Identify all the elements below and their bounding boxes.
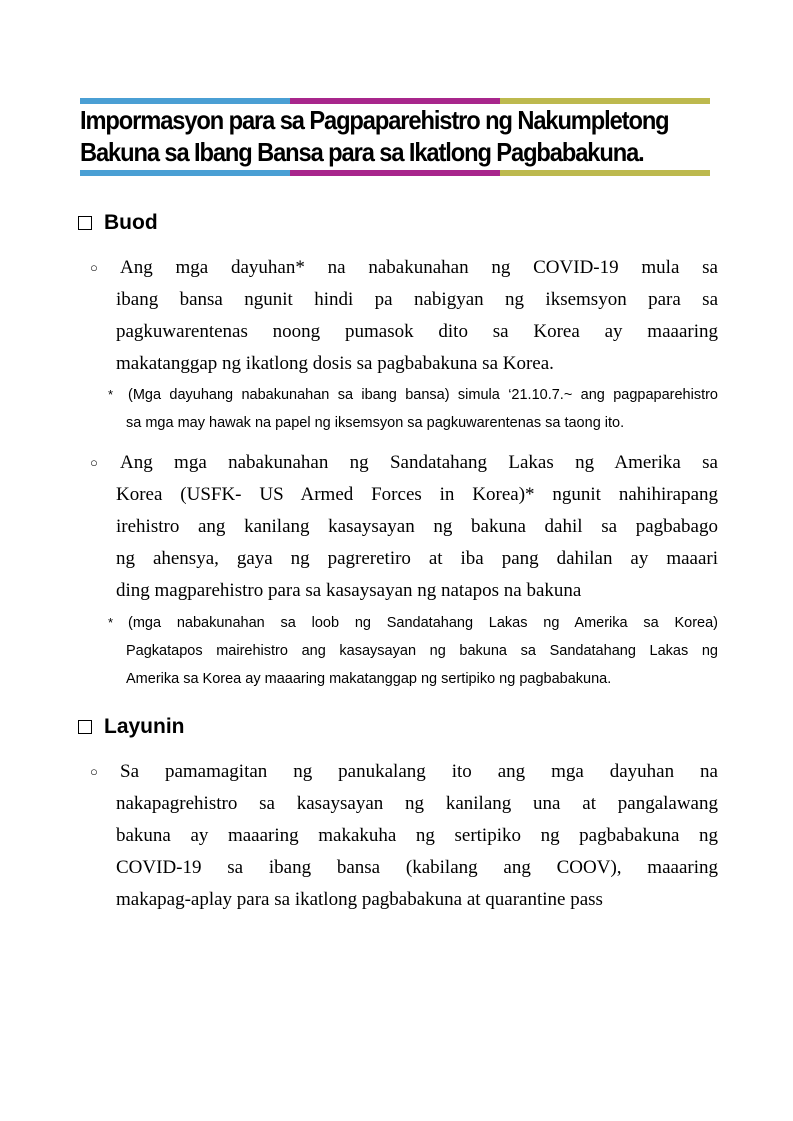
footnote-line: (Mga dayuhang nabakunahan sa ibang bansa) simula ‘21.10.7.~ ang pagpaparehistro — [128, 387, 718, 403]
paragraph-line: Ang mga dayuhan* na nabakunahan ng COVID-19 mula sa — [120, 257, 718, 278]
title-line: Bakuna sa Ibang Bansa para sa Ikatlong Pagbabakuna. — [80, 137, 644, 167]
footnote — [108, 381, 718, 437]
paragraph-line: irehistro ang kanilang kasaysayan ng bakuna dahil sa pagbabago — [116, 516, 718, 537]
stripe-purple — [290, 170, 500, 176]
asterisk-icon: * — [108, 615, 114, 630]
section-heading-layunin — [78, 714, 185, 740]
title-line: Impormasyon para sa Pagpaparehistro ng Nakumpletong — [80, 105, 669, 135]
checkbox-square-icon — [78, 216, 92, 230]
section-heading-label: Buod — [104, 211, 158, 234]
paragraph-line: bakuna ay maaaring makakuha ng sertipiko ng pagbabakuna ng — [116, 825, 718, 846]
circle-bullet-icon: ○ — [90, 260, 98, 275]
paragraph-line: Ang mga nabakunahan ng Sandatahang Lakas ng Amerika sa — [120, 452, 718, 473]
paragraph-line: makatanggap ng ikatlong dosis sa pagbabakuna sa Korea. — [116, 353, 554, 374]
footnote-line: Amerika sa Korea ay maaaring makatanggap ng sertipiko ng pagbabakuna. — [126, 671, 612, 687]
circle-bullet-icon: ○ — [90, 455, 98, 470]
asterisk-icon: * — [108, 387, 114, 402]
footnote-line: Pagkatapos mairehistro ang kasaysayan ng bakuna sa Sandatahang Lakas ng — [126, 643, 718, 659]
circle-bullet-icon: ○ — [90, 764, 98, 779]
paragraph-line: ibang bansa ngunit hindi pa nabigyan ng iksemsyon para sa — [116, 289, 718, 310]
paragraph-line: Sa pamamagitan ng panukalang ito ang mga dayuhan na — [120, 761, 718, 782]
paragraph-line: makapag-aplay para sa ikatlong pagbabakuna at quarantine pass — [116, 889, 603, 910]
paragraph-line: Korea (USFK- US Armed Forces in Korea)* ngunit nahihirapang — [116, 484, 718, 505]
section-heading-label: Layunin — [104, 715, 185, 738]
stripe-olive — [500, 170, 710, 176]
paragraph-line: nakapagrehistro sa kasaysayan ng kanilang una at pangalawang — [116, 793, 718, 814]
footnote-line: (mga nabakunahan sa loob ng Sandatahang Lakas ng Amerika sa Korea) — [128, 615, 718, 631]
bullet-paragraph — [90, 447, 718, 607]
checkbox-square-icon — [78, 720, 92, 734]
stripe-blue — [80, 170, 290, 176]
bullet-paragraph — [90, 756, 718, 916]
paragraph-line: pagkuwarentenas noong pumasok dito sa Korea ay maaaring — [116, 321, 718, 342]
paragraph-line: ng ahensya, gaya ng pagreretiro at iba pang dahilan ay maaari — [116, 548, 718, 569]
page-title — [80, 104, 669, 168]
section-heading-buod — [78, 210, 158, 236]
paragraph-line: ding magparehistro para sa kasaysayan ng natapos na bakuna — [116, 580, 582, 601]
bullet-paragraph — [90, 252, 718, 380]
title-stripe-bottom — [80, 170, 710, 176]
footnote — [108, 609, 718, 693]
paragraph-line: COVID-19 sa ibang bansa (kabilang ang COOV), maaaring — [116, 857, 718, 878]
footnote-line: sa mga may hawak na papel ng iksemsyon sa pagkuwarentenas sa taong ito. — [126, 415, 625, 431]
